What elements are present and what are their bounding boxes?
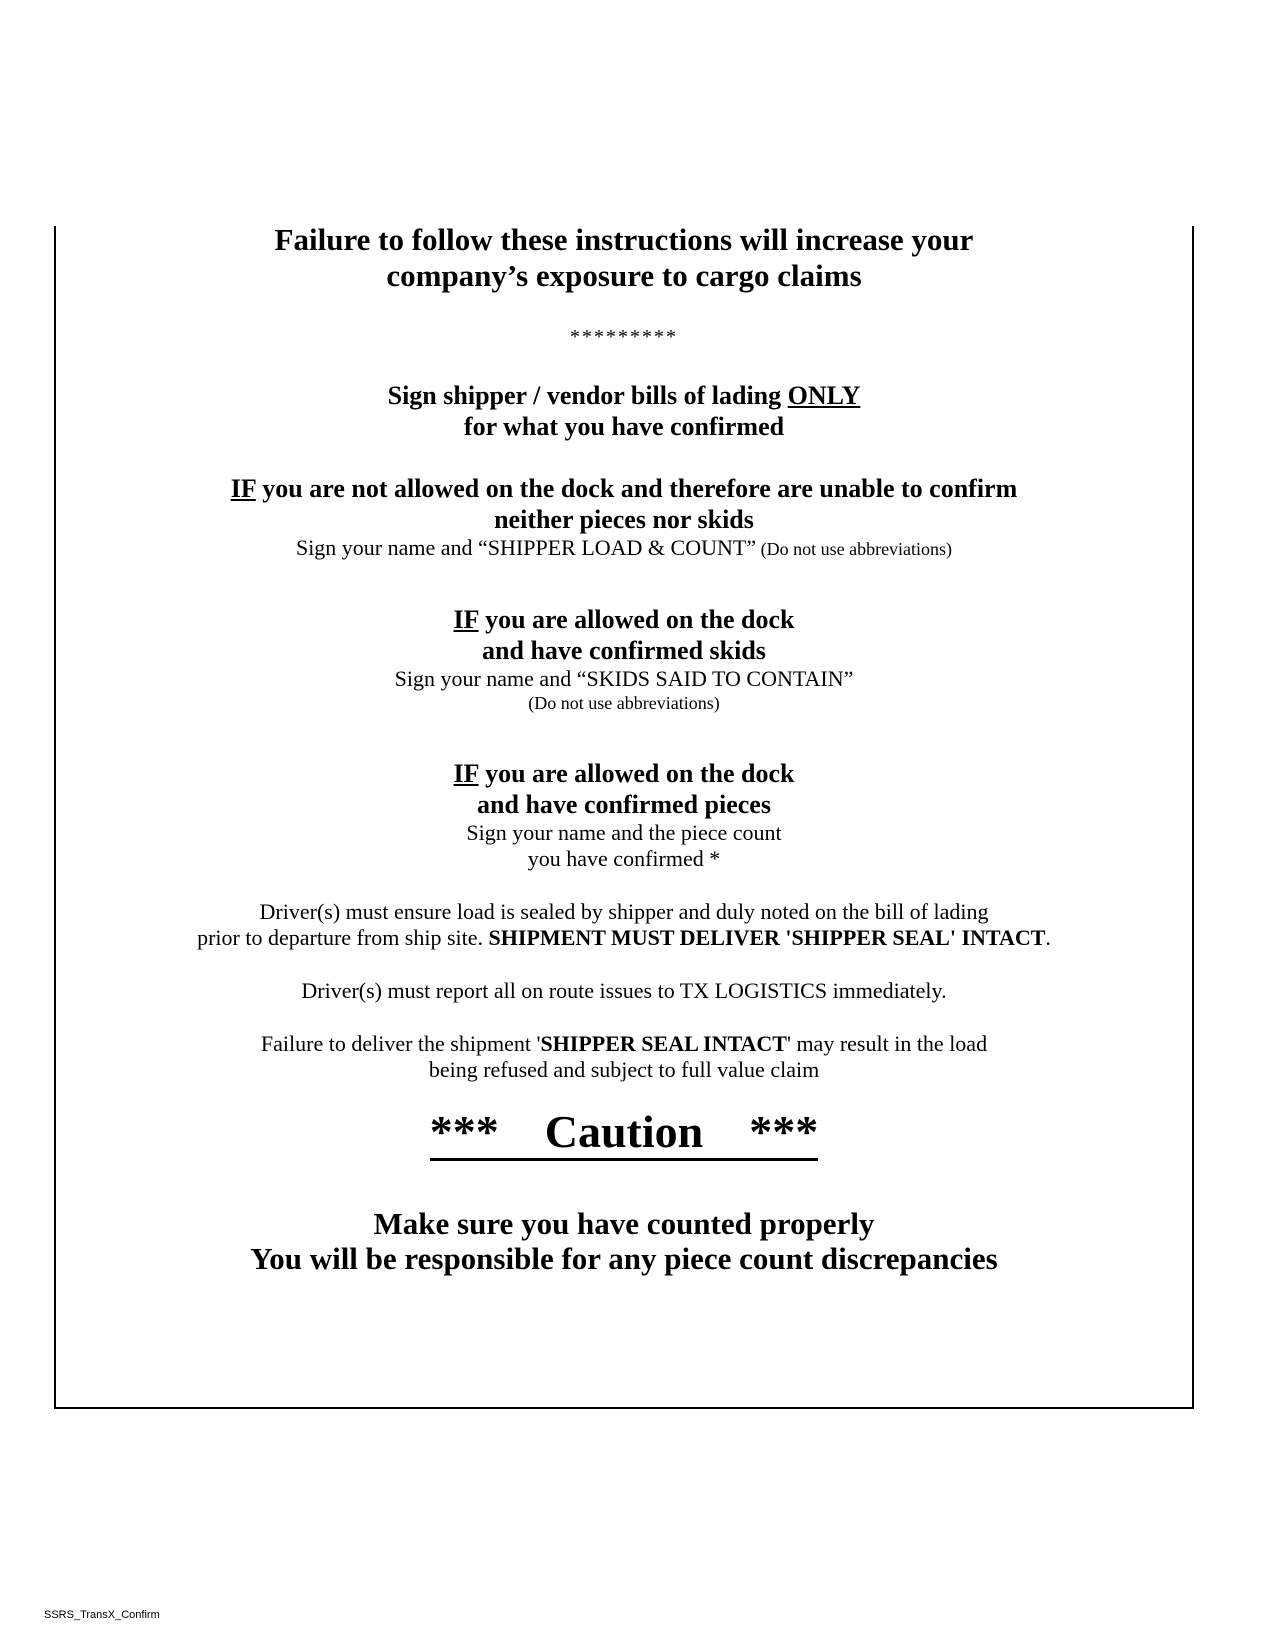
sign-only-line-1 — [54, 380, 1194, 412]
not-allowed-text: you are not allowed on the dock and therefore are unable to confirm — [255, 474, 1018, 503]
caution-heading — [54, 1106, 1194, 1161]
not-allowed-instruction-text: Sign your name and “SHIPPER LOAD & COUNT” — [295, 535, 757, 560]
seal-line-2-text: prior to departure from ship site. — [197, 925, 489, 950]
failure-line-2: being refused and subject to full value claim — [428, 1057, 820, 1082]
report-line: Driver(s) must report all on route issues to TX LOGISTICS immediately. — [301, 978, 947, 1003]
final-line-2: You will be responsible for any piece count discrepancies — [250, 1241, 998, 1276]
sign-only-line-2: for what you have confirmed — [463, 412, 785, 441]
pieces-text: you are allowed on the dock — [478, 759, 795, 788]
seal-line-1: Driver(s) must ensure load is sealed by shipper and duly noted on the bill of lading — [259, 899, 989, 924]
skids-line-2: and have confirmed skids — [482, 636, 766, 665]
sign-only-emphasis: ONLY — [787, 381, 861, 410]
seal-line-2-end: . — [1045, 925, 1051, 950]
warning-line-1: Failure to follow these instructions will increase your — [274, 222, 974, 257]
not-allowed-line-1 — [54, 473, 1194, 505]
pieces-line-1 — [54, 758, 1194, 790]
skids-note: (Do not use abbreviations) — [528, 693, 720, 713]
pieces-instruction-1: Sign your name and the piece count — [466, 820, 782, 845]
footer-report-name: SSRS_TransX_Confirm — [44, 1609, 160, 1621]
skids-line-1 — [54, 604, 1194, 636]
skids-text: you are allowed on the dock — [478, 605, 795, 634]
separator: ********* — [570, 326, 678, 348]
not-allowed-if: IF — [230, 474, 256, 503]
failure-line-1-end: ' may result in the load — [786, 1031, 988, 1056]
warning-line-2: company’s exposure to cargo claims — [386, 258, 862, 293]
skids-instruction: Sign your name and “SKIDS SAID TO CONTAIN” — [394, 666, 854, 691]
final-line-1: Make sure you have counted properly — [373, 1206, 875, 1241]
not-allowed-note: (Do not use abbreviations) — [756, 539, 953, 559]
sign-only-text: Sign shipper / vendor bills of lading — [387, 381, 788, 410]
pieces-instruction-2: you have confirmed * — [527, 846, 721, 871]
not-allowed-line-2: neither pieces nor skids — [494, 505, 754, 534]
seal-line-2 — [54, 924, 1194, 952]
not-allowed-instruction — [54, 534, 1194, 562]
failure-line-1 — [54, 1030, 1194, 1058]
skids-if: IF — [453, 605, 479, 634]
pieces-line-2: and have confirmed pieces — [477, 790, 771, 819]
failure-line-1-text: Failure to deliver the shipment ' — [260, 1031, 541, 1056]
seal-line-2-bold: SHIPMENT MUST DELIVER 'SHIPPER SEAL' INTACT — [488, 925, 1046, 950]
caution-text: *** Caution *** — [430, 1106, 818, 1161]
failure-line-1-bold: SHIPPER SEAL INTACT — [540, 1031, 787, 1056]
pieces-if: IF — [453, 759, 479, 788]
